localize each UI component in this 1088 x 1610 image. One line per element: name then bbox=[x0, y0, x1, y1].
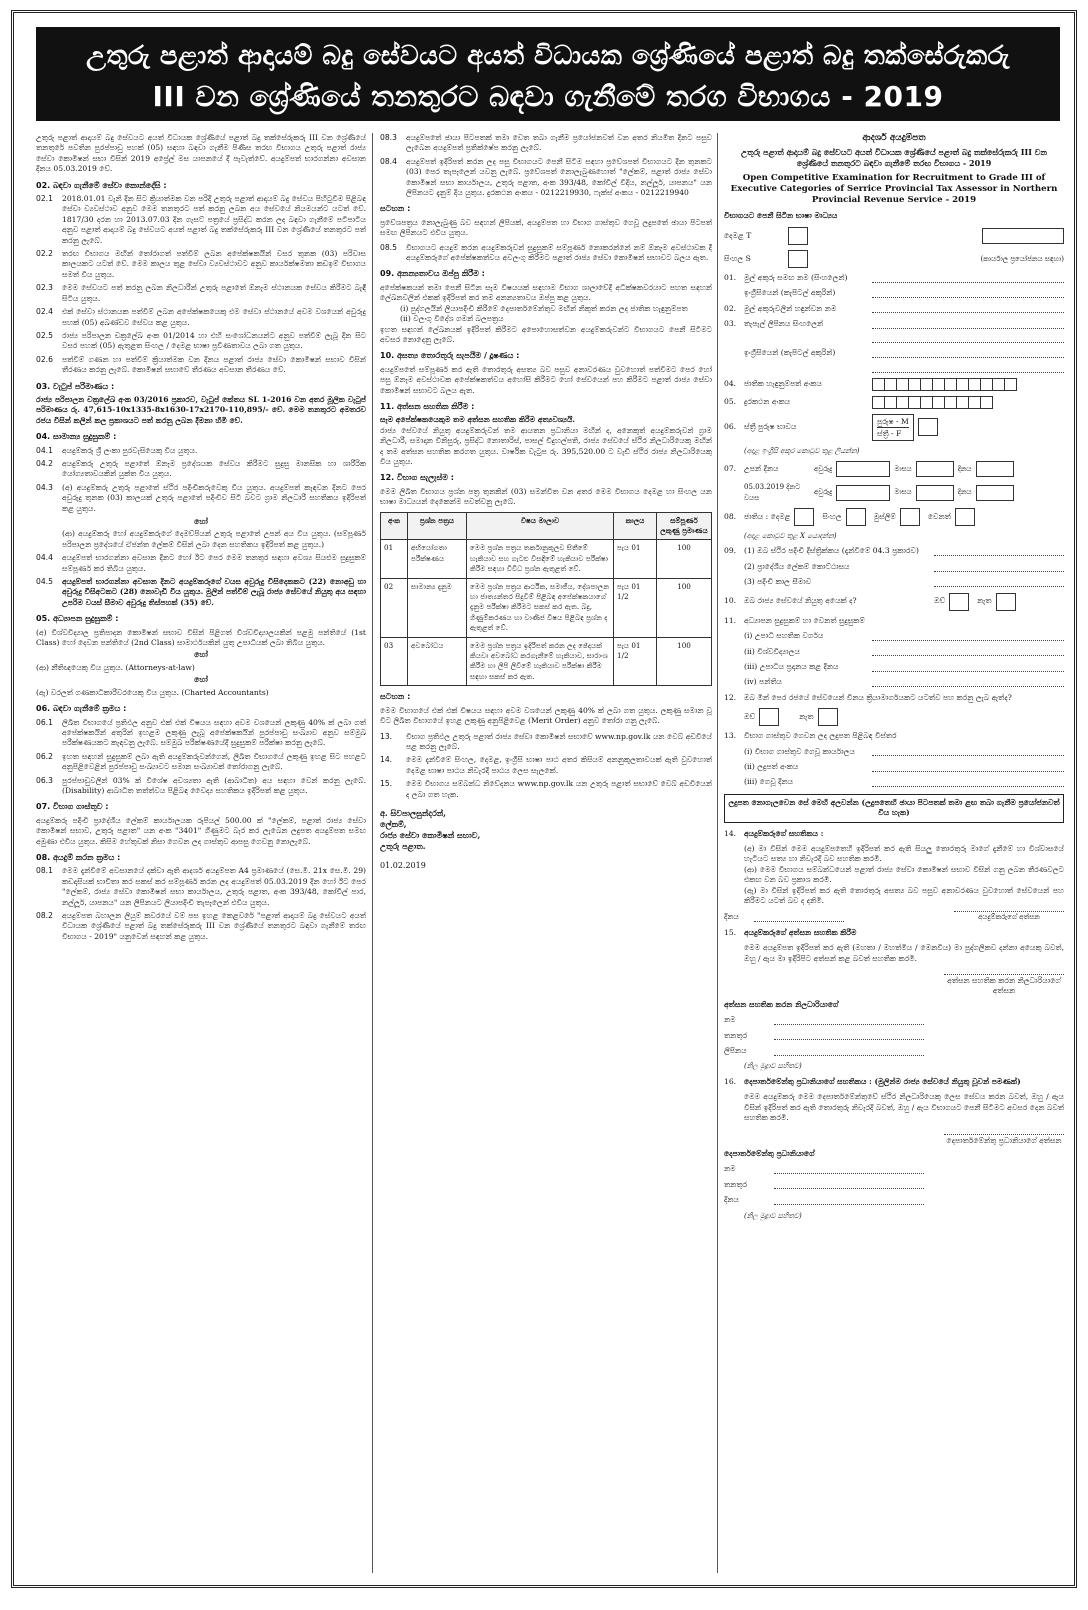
section-heading: 09. අනන්‍යතාවය ඔප්පු කිරීම : bbox=[380, 269, 485, 279]
section-heading: 07. විභාග ගාස්තුව : bbox=[36, 802, 109, 812]
signatory-title: ලේකම්, bbox=[380, 818, 407, 829]
declaration-a: (අ) මා විසින් මෙම අයදුම්පතෙහි ඉදිරිපත් කර ඇති සියලු තොරතුරු මාගේ දැනීමේ හා විශ්වාසයේ හැටියට සත්‍ය හා නිවැරදි බව සහතික කරමි. bbox=[744, 843, 1064, 864]
clause: 04.3 (අ) අයදුම්කරු උතුරු පළාතේ ස්ථිර පදිංචිකරුවෙකු විය යුතුය. අයදුම්පත් කැඳවන දිනට පෙර අවුරුදු තුනක (03) කාලයක් උතුරු පළාතේ පදිංචිව සිටි බවට ග්‍රාම නිලධාරී සහතිකය ඉදිරිපත් කළ යුතුය. bbox=[36, 482, 366, 513]
declaration-date-input[interactable] bbox=[754, 913, 844, 922]
form-field: (iii) උපාධිය ප්‍රදානය කළ දිනය bbox=[724, 662, 1064, 672]
form-field: 13. විභාග ගාස්තුව ගෙවන ලද ලදුපත පිළිබඳ විස්තර bbox=[724, 731, 897, 741]
dob-day-input[interactable] bbox=[976, 461, 1014, 477]
form-field: (iv) පන්තිය bbox=[724, 677, 1064, 687]
intro-paragraph: උතුරු පළාත් ආදායම් බදු සේවයට අයත් විධායක ශ්‍රේණියේ පළාත් බදු තක්සේරුකරු III වන ශ්‍රේණියේ තනතුරේ පවතින පුරප්පාඩු පහක් (05) සඳහා බඳවා ගැනීම පිණිස තරඟ විභාගය උතුරු පළාත් රාජ්‍ය සේවා කොමිෂන් සභා විසින් 2019 අප්‍රේල් මස යාපනයේ දී පැවැත්වේ. අයදුම්පත් භාරගන්නා අවසාන දිනය 05.03.2019 වේ. bbox=[36, 133, 366, 174]
note-heading: සටහන : bbox=[380, 204, 411, 214]
form-note: (අදාළ ඉංග්‍රීසි අකුර කොටුව තුළ ලියන්න) bbox=[744, 446, 860, 455]
table-row: 03 අවබෝධය මෙම ප්‍රශ්න පත්‍රය ඉදිරිපත් කරන ලද ඡේදයක් කියවා අවබෝධ කරගැනීමේ හැකියාව, සාරාංශ කිරීම හා ලිපි ලිවීමේ හැකියාව පරීක්ෂා කිරීම සඳහා සකස් කර ඇත. පැය 01 1/2 100 bbox=[381, 637, 712, 686]
form-field: 06. ස්ත්‍රී පුරුෂ භාවය පුරුෂ - M ස්ත්‍රී - F bbox=[724, 414, 1064, 441]
race-sinhala-checkbox[interactable] bbox=[846, 508, 866, 526]
notice-date: 01.02.2019 bbox=[380, 860, 426, 870]
column-divider bbox=[717, 133, 718, 1573]
signature-cert-heading: සෑම අපේක්ෂකයෙකුම තම අත්සන සහතික කිරීම අත්‍යවශ්‍යයි. bbox=[380, 415, 576, 425]
note-text: ප්‍රවේශපත්‍රය නොලැබුණු බව සඳහන් ලිපියක්, අයදුම්පත හා විභාග ගාස්තුව ගෙවූ ලදුපතේ ඡායා පිටපත් සමඟ ලිපිනයට එවිය යුතුය. bbox=[380, 217, 712, 238]
head-cert-paragraph: මෙම අයදුම්කරු මෙම දෙපාර්තමේන්තුවේ ස්ථිර නිලධාරියෙකු ලෙස සේවය කරන බවත්, ඔහු / ඇය විසින් ඉදිරිපත් කර ඇති තොරතුරු නිවැරදි බවත්, ඔහු / ඇය විභාගයට පෙනී සිටීමට අවසර දෙන බවත් සහතික කරමි. bbox=[744, 1092, 1064, 1123]
form-field: නම bbox=[724, 1164, 1064, 1174]
form-note: (නිල මුද්‍රාව සහිතව) bbox=[744, 1211, 802, 1220]
clause: 08.5 විභාගයට අයදුම් කරන අයදුම්කරුවන් සුදුසුකම් සම්පූර්ණ නොකරන්නේ නම් ඕනෑම අවස්ථාවක දී අයදුම්කරුගේ අපේක්ෂකත්වය අවලංගු කිරීමට පළාත් රාජ්‍ය සේවා කොමිෂන් සභාවට බලය ඇත. bbox=[380, 242, 712, 263]
head-designation-input[interactable] bbox=[774, 1180, 924, 1189]
cert-signature-line[interactable]: අත්සන සහතික කරන නිලධාරියාගේ අත්සන bbox=[724, 974, 1064, 997]
form-field: 03. තැපැල් ලිපිනය සිංහලෙන් bbox=[724, 319, 1064, 329]
signature-cert-paragraph: රාජ්‍ය සේවයේ නියුතු අයදුම්කරුවන් තම ආයතන ප්‍රධානියා මඟින් ද, අනෙකුත් අයදුම්කරුවන් ග්‍රාම නිලධාරී, සමාදාන විනිසුරු, ප්‍රසිද්ධ නොතාරිස්, පාසල් විදුහල්පති, රාජ්‍ය සේවයේ ස්ථිර නිලධාරියෙකු මඟින් ද තම අත්සන සහතික කරගත යුතුය. වාර්ෂික වැටුප රු. 395,520.00 ට වැඩි ස්ථිර රාජ්‍ය නිලධාරියෙකු විය යුතුය. bbox=[380, 425, 712, 466]
form-field: (3) පදිංචි කාල සීමාව bbox=[724, 577, 1064, 587]
signatory-title: උතුරු පළාත. bbox=[380, 840, 426, 851]
class-input[interactable] bbox=[872, 678, 1064, 687]
head-name-input[interactable] bbox=[774, 1165, 924, 1174]
form-field: තනතුර bbox=[724, 1180, 1064, 1190]
clause: 02.4 එක් සේවා ස්ථානයක පත්වීම් ලබන අපේක්ෂකයෙකු එම සේවා ස්ථානයේ අවම වශයෙන් අවුරුදු පහක් (05) අඛණ්ඩව සේවය කළ යුතුය. bbox=[36, 307, 366, 327]
or-separator: හෝ bbox=[194, 650, 208, 660]
declaration-c: (ඇ) මා විසින් ඉදිරිපත් කර ඇති තොරතුරු අසත්‍ය බව පසුව අනාවරණය වුවහොත් සේවයෙන් පහ කිරීමට යටත් බව ද දනිමි. bbox=[744, 885, 1064, 905]
address-si-input-2[interactable] bbox=[872, 334, 1064, 343]
table-header-cell: කාලය bbox=[614, 512, 657, 540]
form-field: ඔව් නැත bbox=[724, 708, 1064, 726]
form-subtitle-si: උතුරු පළාත් ආදායම් බදු සේවයට අයත් විධායක ශ්‍රේණියේ පළාත් බදු තක්සේරුකරු III වන ශ්‍රේණියේ තනතුරට බඳවා ගැනීමේ තරඟ විභාගය - 2019 bbox=[740, 147, 1048, 168]
column-divider bbox=[372, 133, 373, 1573]
form-field: (i) විභාග ගාස්තුව ගෙවූ කාර්යාලය bbox=[724, 747, 1064, 757]
clause: 06.3 පුරප්පාඩුවලින් 03% ක් විශේෂ අවශ්‍යතා ඇති (ආබාධිත) අය සඳහා වෙන් කරනු ලැබේ. (Disability) ආබාධිත තත්ත්වය පිළිබඳ වෛද්‍ය සහතිකය ඉදිරිපත් කළ යුතුය. bbox=[36, 775, 366, 795]
medium-sinhala-checkbox[interactable] bbox=[788, 250, 808, 268]
officer-address-input[interactable] bbox=[774, 1047, 924, 1056]
identity-paragraph: අපේක්ෂකයන් තමා පෙනී සිටින සෑම විෂයයක් සඳහාම විභාග ශාලාවේදී අධීක්ෂකවරයාට පහත සඳහන් ලේඛනවලින් එකක් ඉදිරිපත් කර තම අනන්‍යතාවය ඔප්පු කළ යුතුය. bbox=[380, 282, 712, 303]
table-row: 02 සාමාන්‍ය දැනුම මෙම ප්‍රශ්න පත්‍රය ආර්ථික, සමාජීය, දේශපාලන හා ජාත්‍යන්තර සිදුවීම් පිළිබඳ අපේක්ෂකයාගේ දැනුම පරීක්ෂා කිරීමට සකස් කර ඇත. බදු, ගිණුම්කරණය හා වාණිජ විෂය පිළිබඳ ප්‍රශ්න ද ඇතුළත් වේ. පැය 01 1/2 100 bbox=[381, 578, 712, 637]
banner-title-line1: උතුරු පළාත් ආදායම් බදු සේවයට අයත් විධායක ශ්‍රේණියේ පළාත් බදු තක්සේරුකරු bbox=[86, 41, 1010, 71]
form-field: (2) ප්‍රාදේශීය ලේකම් කොට්ඨාසය bbox=[724, 562, 1064, 572]
clause: 02.3 මෙම සේවයට පත් කරනු ලබන නිලධාරීන් උතුරු පළාතේ ඕනෑම ස්ථානයක සේවය කිරීමට බැඳී සිටිය යුතුය. bbox=[36, 283, 366, 303]
clause: 04.4 අයදුම්පත් භාරගන්නා අවසාන දිනට හෝ ඊට පෙර මෙම තනතුර සඳහා අවශ්‍ය සියළුම සුදුසුකම් සම්පූර්ණ කර තිබිය යුතුය. bbox=[36, 553, 366, 573]
column-2 bbox=[380, 133, 712, 1581]
section-heading: 10. අසත්‍ය තොරතුරු සැපයීම / දූෂණය : bbox=[380, 351, 520, 361]
form-field: 07. උපන් දිනය අවුරුදු මාසය දිනය bbox=[724, 461, 1064, 477]
or-separator: හෝ bbox=[194, 517, 208, 526]
form-field: 08. ජාතිය : දෙමළ සිංහල මුස්ලිම් වෙනත් bbox=[724, 508, 1064, 526]
education-a: (අ) විශ්වවිද්‍යාල ප්‍රතිපාදන කොමිෂන් සභාව විසින් පිළිගත් විශ්වවිද්‍යාලයකින් පළමු පන්තියේ (1st Class) හෝ දෙවන පන්තියේ (2nd Class) සාමාර්ථයකින් යුතු උපාධියක් ලබා තිබිය යුතුය. bbox=[36, 627, 366, 648]
gender-input-box[interactable] bbox=[918, 418, 938, 436]
form-subtitle-en: Open Competitive Examination for Recruitment to Grade III of Executive Categories of Serrice Provincial Tax Assessor in Northern Provincial Revenue Service - 2019 bbox=[730, 173, 1058, 206]
clause: 02.2 තරඟ විභාගය මඟින් තෝරාගත් පත්වීම් ලබන අපේක්ෂකයින් වසර තුනක (03) පරිවාස කාලයකට යටත් වේ. මෙම කාලය තුළ සේවා ව්‍යවස්ථාවට අනුව කාර්යක්ෂමතා කඩඉම් විභාගය සමත් විය යුතුය. bbox=[36, 249, 366, 279]
table-row: 01 අභියෝගතා පරීක්ෂණය මෙම ප්‍රශ්න පත්‍රය තර්කානුකූලව සිතීමේ හැකියාව සහ ගැටළු විසඳීමේ හැකියාව පරීක්ෂා කිරීම සඳහා විවිධ ප්‍රශ්න ඇතුළත් වේ. පැය 01 100 bbox=[381, 540, 712, 578]
section-heading: 06. බඳවා ගැනීමේ ක්‍රමය : bbox=[36, 704, 127, 714]
table-header-cell: ප්‍රශ්න පත්‍රය bbox=[408, 512, 467, 540]
section-heading: 12. විභාග සැලැස්ම : bbox=[380, 473, 454, 483]
name-en-input[interactable] bbox=[872, 289, 1064, 298]
degree-type-input[interactable] bbox=[872, 632, 1064, 641]
section-heading: 11. අත්සන සහතික කිරීම : bbox=[380, 401, 475, 411]
form-field: නම bbox=[724, 1015, 1064, 1025]
clause: 08.2 අයදුම්පත බහාලන ලියුම් කවරයේ වම් පස ඉහළ කෙළවරේ "පළාත් ආදායම් බදු සේවයට අයත් විධායක ශ්‍රේණියේ පළාත් බදු තක්සේරුකරු III වන ශ්‍රේණියේ තනතුරට බඳවා ගැනීමේ තරඟ විභාගය - 2019" යනුවෙන් සඳහන් කළ යුතුය. bbox=[36, 911, 366, 941]
section-heading: 08. අයදුම් කරන ක්‍රමය : bbox=[36, 852, 121, 862]
medium-sinhala-row: සිංහල S (කාර්යාල ප්‍රයෝජනය සඳහා) bbox=[724, 250, 1064, 268]
false-info-paragraph: අයදුම්පතේ සම්පූර්ණ කර ඇති තොරතුරු අසත්‍ය බව පසුව අනාවරණය වුවහොත් පත්වීමට පෙර හෝ පසු ඕනෑම අවස්ථාවක අපේක්ෂකත්වය අහෝසි කිරීමට හෝ සේවයෙන් පහ කිරීමට පළාත් රාජ්‍ය සේවා කොමිෂන් සභාවට බලය ඇත. bbox=[380, 364, 712, 395]
form-field: තනතුර bbox=[724, 1031, 1064, 1041]
age-year-input[interactable] bbox=[836, 485, 890, 501]
form-field: (ii) ලදුපත් අංකය bbox=[724, 762, 1064, 772]
banner-title-line2: III වන ශ්‍රේණියේ තනතුරට බඳවා ගැනීමේ තරග විභාගය - 2019 bbox=[152, 80, 944, 113]
name-si-input[interactable] bbox=[872, 274, 1064, 283]
paid-date-input[interactable] bbox=[872, 778, 1064, 787]
officer-designation-input[interactable] bbox=[774, 1031, 924, 1040]
clause: 04.1 අයදුම්කරු ශ්‍රී ලංකා පුරවැසියෙකු විය යුතුය. bbox=[36, 445, 198, 455]
head-signature-line[interactable]: දෙපාර්තමේන්තු ප්‍රධානියාගේ අත්සන bbox=[724, 1134, 1064, 1146]
govt-no-checkbox[interactable] bbox=[996, 593, 1016, 611]
clause: 02.5 රාජ්‍ය පරිපාලන චක්‍රලේඛ අංක 01/2014 හා එහි සංශෝධනයන්ට අනුව පත්වීම් ලැබූ දින සිට වසර පහක් (05) ඇතුළත සිංහල / දෙමළ භාෂා ප්‍රවීණතාවය ලබා ගත යුතුය. bbox=[36, 330, 366, 351]
clause: 14. මෙම දැන්වීමේ සිංහල, දෙමළ, ඉංග්‍රීසි භාෂා පාඨ අතර කිසියම් අනනුකූලතාවයක් ඇති වුවහොත් දෙමළ භාෂා පාඨය නිවැරදි පාඨය ලෙස සැලකේ. bbox=[380, 755, 712, 775]
application-form bbox=[724, 133, 1064, 1581]
section-heading: 02. බඳවා ගැනීමේ සේවා කොන්දේසි : bbox=[36, 180, 167, 190]
degree-date-input[interactable] bbox=[872, 663, 1064, 672]
initials-name-input[interactable] bbox=[872, 304, 1064, 313]
form-field: ඉංග්‍රීසියෙන් (කැපිටල් අකුරින්) bbox=[724, 288, 1064, 298]
form-field: 04. ජාතික හැඳුනුම්පත් අංකය bbox=[724, 378, 1064, 391]
page bbox=[11, 10, 1077, 1588]
medium-tamil-checkbox[interactable] bbox=[788, 227, 808, 245]
race-muslim-checkbox[interactable] bbox=[900, 508, 920, 526]
cert-paragraph: මෙම අයදුම්පත ඉදිරිපත් කර ඇති (මහතා / මහත්මිය / මෙනවිය) මා පුද්ගලිකව දන්නා අයෙකු බවත්, ඔහු / ඇය මා ඉදිරිපිට අත්සන් කළ බවත් සහතික කරමි. bbox=[744, 943, 1064, 963]
form-field: 09. (1) ඔබ ස්ථිර පදිංචි දිස්ත්‍රික්කය (දැන්වීමේ 04.3 ප්‍රකාරව) bbox=[724, 546, 1064, 556]
table-header-row bbox=[381, 512, 712, 540]
age-month-input[interactable] bbox=[916, 485, 954, 501]
clause: 06.2 ඉහත සඳහන් සුදුසුකම් ලබා ඇති අයදුම්කරුවන්ගෙන්, ලිඛිත විභාගයේ ලකුණු ඉහළ සිට පහළට අනුපිළිවෙළින් පුරප්පාඩු සංඛ්‍යාවට සමාන සංඛ්‍යාවක් තෝරාගනු ලැබේ. bbox=[36, 751, 366, 772]
table-header-cell: විෂය මාලාව bbox=[467, 512, 614, 540]
form-field: 01. මුල් අකුරු සමඟ නම (සිංහලෙන්) bbox=[724, 273, 1064, 283]
salary-paragraph: රාජ්‍ය පරිපාලන චක්‍රලේඛ අංක 03/2016 ප්‍රකාරව, වැටුප් කේතය SL 1-2016 වන අතර මූලික වැටුප් පරිමාණය රු. 47,615-10x1335-8x1630-17x2170-110,895/- වේ. මෙම තනතුරට අමතරව රජය විසින් කලින් කල ප්‍රකාශයට පත් කරනු ලබන දීමනා හිමි වේ. bbox=[36, 394, 366, 425]
identity-doc-1: (i) පුද්ගලයින් ලියාපදිංචි කිරීමේ දෙපාර්තමේන්තුව මඟින් නිකුත් කරන ලද ජාතික හැඳුනුම්පත bbox=[400, 303, 688, 313]
education-b: (ආ) නීතිඥයෙකු විය යුතුය. (Attorneys-at-law) bbox=[36, 662, 195, 672]
form-field: 16. දෙපාර්තමේන්තු ප්‍රධානියාගේ සහතිකය : (මුලින්ම රාජ්‍ය සේවයේ නියුතු වූවන් පමණක්) bbox=[724, 1076, 1021, 1086]
head-date-input[interactable] bbox=[774, 1196, 924, 1205]
form-note: (නිල මුද්‍රාව සහිතව) bbox=[744, 1062, 802, 1071]
govt-yes-checkbox[interactable] bbox=[949, 593, 969, 611]
form-field: 12. ඔබ මින් පෙර රජයේ සේවයෙන් විනය ක්‍රියාමාර්ගයකට යටත්ව පහ කරනු ලැබ ඇත්ද? bbox=[724, 692, 1012, 702]
dismissed-no-checkbox[interactable] bbox=[818, 708, 838, 726]
dob-year-input[interactable] bbox=[836, 461, 890, 477]
form-field: ලිපිනය bbox=[724, 1046, 1064, 1056]
clause: 08.3 අයදුම්පතේ ඡායා පිටපතක් තමා වෙත තබා ගැනීම ප්‍රයෝජනවත් වන අතර නියමිත දිනට පසුව ලැබෙන අයදුම්පත් ප්‍රතික්ෂේප කරනු ලැබේ. bbox=[380, 133, 712, 153]
signatory-title: රාජ්‍ය සේවා කොමිෂන් සභාව, bbox=[380, 829, 481, 840]
or-separator: හෝ bbox=[194, 675, 208, 685]
exam-plan-paragraph: මෙම ලිඛිත විභාගය ප්‍රශ්න පත්‍ර තුනකින් (03) සමන්විත වන අතර මෙම විභාගය දෙමළ හා සිංහල යන භාෂා මාධ්‍යයන් දෙකෙන්ම පවත්වනු ලැබේ. bbox=[380, 486, 712, 507]
form-field: (i) උපාධි සහතික වර්ගය bbox=[724, 631, 1064, 641]
address-en-input-2[interactable] bbox=[872, 364, 1064, 373]
clause: 15. මෙම විභාගය සම්බන්ධ නිවේදනය www.np.gov.lk යන උතුරු පළාත් සභාවේ වෙබ් අඩවියෙන් ද ලබා ගත හැක. bbox=[380, 779, 712, 799]
form-field: (iii) ගෙවූ දිනය bbox=[724, 777, 1064, 787]
form-field bbox=[724, 364, 1064, 373]
receipt-number-input[interactable] bbox=[872, 763, 1064, 772]
form-note: (අදාළ කොටුව තුළ X යොදන්න) bbox=[744, 532, 837, 541]
ds-division-input[interactable] bbox=[934, 563, 1064, 572]
form-field: 05. දුරකථන අංකය bbox=[724, 396, 1064, 409]
clause: 08.1 මෙම දැන්වීමේ අවසානයේ දක්වා ඇති ආදර්ශ අයදුම්පත A4 ප්‍රමාණයේ (සෙ.මී. 21x සෙ.මී. 29) කඩදාසියක් භාවිතා කර සකස් කර සම්පූර්ණ කරන ලද අයදුම්පත් 05.03.2019 දින හෝ ඊට පෙර "ලේකම්, රාජ්‍ය සේවා කොමිෂන් සභා කාර්යාලය, උතුරු පළාත, අංක 393/48, කෝවිල් පාර, නල්ලූර්, යාපනය" යන ලිපිනයට ලියාපදිංචි තැපෑලෙන් එවිය යුතුය. bbox=[36, 866, 366, 907]
exam-subjects-table bbox=[380, 512, 712, 687]
form-field: 15. අයදුම්කරුගේ අත්සන සහතික කිරීම bbox=[724, 927, 857, 937]
medium-tamil-row: දෙමළ T bbox=[724, 227, 1064, 245]
receipt-paste-box[interactable]: ලදුපත නොගැලවෙන සේ මෙහි අලවන්න (ලදුපතෙහි ඡායා පිටපතක් තමා ළඟ තබා ගැනීම ප්‍රයෝජනවත් විය හැක) bbox=[724, 794, 1064, 823]
identity-note: ඉහත සඳහන් ලේඛනයක් ඉදිරිපත් කිරීමට අපොහොසත්වන අයදුම්කරුවන්ට විභාගයට පෙනී සිටීමට අවසර නොදෙනු ලැබේ. bbox=[380, 324, 712, 344]
table-header-cell: සම්පූර්ණ ලකුණු ප්‍රමාණය bbox=[657, 512, 712, 540]
form-field: 14. අයදුම්කරුගේ සහතිකය : bbox=[724, 828, 824, 838]
clause: 06.1 ලිඛිත විභාගයේ ප්‍රතිඵල අනුව එක් එක් විෂයය සඳහා අවම වශයෙන් ලකුණු 40% ක් ලබා ගත් අපේක්ෂකයින් අතුරින් ඉහළම ලකුණු ලැබූ අපේක්ෂකයින් පුරප්පාඩු සංඛ්‍යාව අනුව සම්මුඛ පරීක්ෂණයකට කැඳවනු ලැබේ. සම්මුඛ පරීක්ෂණයේදී සුදුසුකම් පරීක්ෂා කරනු ලැබේ. bbox=[36, 717, 366, 748]
office-use-box[interactable] bbox=[982, 228, 1064, 244]
dismissed-yes-checkbox[interactable] bbox=[759, 708, 779, 726]
applicant-signature-line[interactable]: අයදුම්කරුගේ අත්සන bbox=[954, 911, 1064, 922]
signature-block bbox=[380, 808, 712, 871]
signatory-name: අ. සිවපාලසුන්දරන්, bbox=[380, 807, 447, 818]
race-tamil-checkbox[interactable] bbox=[794, 508, 814, 526]
residence-period-input[interactable] bbox=[934, 578, 1064, 587]
form-field: 10. ඔබ රාජ්‍ය සේවයේ නියුතු අයෙක් ද? ඔව් නැත bbox=[724, 593, 1064, 611]
title-banner bbox=[36, 27, 1060, 121]
form-field: දිනය bbox=[724, 1195, 1064, 1205]
form-title: ආදර්ශ අයදුම්පත bbox=[862, 133, 926, 143]
clause: 13. විභාග ප්‍රතිඵල උතුරු පළාත් රාජ්‍ය සේවා කොමිෂන් සභාවේ www.np.gov.lk යන වෙබ් අඩවියේ පළ කරනු ලැබේ. bbox=[380, 731, 712, 751]
form-field: 11. අධ්‍යාපන සුදුසුකම් හා වෙනත් සුදුසුකම් bbox=[724, 615, 865, 625]
address-si-input[interactable] bbox=[872, 320, 1064, 329]
clause: 02.1 2018.01.01 වැනි දින සිට ක්‍රියාත්මක වන පරිදි උතුරු පළාත් ආදායම් බදු සේවය පිහිටුවීම පිළිබඳ සේවා ව්‍යවස්ථාව අනුව මෙම තනතුරට පත් කරනු ලබන අය සේවයේ නියමයන්ට යටත් වේ. 1817/30 දරන හා 2013.07.03 දින ගැසට් පත්‍රයේ ප්‍රසිද්ධ කරන ලද බඳවා ගැනීමේ පටිපාටිය අනුව පළාත් ආදායම් බදු සේවයට අයත් පළාත් බදු තක්සේරුකරු III වන ශ්‍රේණියේ තනතුරට පත් කරනු ලැබේ. bbox=[36, 194, 366, 245]
form-field: ඉංග්‍රීසියෙන් (කැපිටල් අකුරින්) bbox=[724, 348, 1064, 358]
fee-office-input[interactable] bbox=[872, 747, 1064, 756]
form-field: (ii) විශ්වවිද්‍යාලය bbox=[724, 647, 1064, 657]
clause: 04.2 අයදුම්කරු උතුරු පළාතේ ඕනෑම ප්‍රදේශයක සේවය කිරීමට සුදුසු මානසික හා ශාරීරික යෝග්‍යතාවයකින් යුක්ත විය යුතුය. bbox=[36, 458, 366, 479]
clause: (ආ) අයදුම්කරු හෝ අයදුම්කරුගේ දෙමව්පියන් උතුරු පළාතේ උපන් අය විය යුතුය. (සම්පූර්ණ පරිපාලන ප්‍රදේශයේ ඒජන්ත ලේකම් විසින් ලබා දෙන සහතිකය ඉදිරිපත් කළ යුතුය.) bbox=[62, 529, 366, 549]
dob-month-input[interactable] bbox=[916, 461, 954, 477]
university-input[interactable] bbox=[872, 647, 1064, 656]
section-heading: 05. අධ්‍යාපන සුදුසුකම් : bbox=[36, 614, 119, 624]
fee-paragraph: අයදුම්කරු පදිංචි ප්‍රාදේශීය ලේකම් කාර්යාලයක රුපියල් 500.00 ක් "ලේකම්, පළාත් රාජ්‍ය සේවා කොමිෂන් සභාව, උතුරු පළාත" යන අංක "3401" ගිණුමට බැර කර ලැබෙන ලදුපත අයදුම්පත සමඟ අමුණා එවිය යුතුය. කිසිම හේතුවක් නිසා ගෙවන ලද ගාස්තුව ආපසු ගෙවනු නොලැබේ. bbox=[36, 815, 366, 846]
nic-input-boxes[interactable] bbox=[872, 378, 1016, 391]
officer-name-input[interactable] bbox=[774, 1016, 924, 1025]
address-en-input[interactable] bbox=[872, 349, 1064, 358]
section-heading: 04. සාමාන්‍ය සුදුසුකම් : bbox=[36, 432, 117, 442]
head-heading: දෙපාර්තමේන්තු ප්‍රධානියාගේ bbox=[724, 1148, 815, 1158]
race-other-checkbox[interactable] bbox=[955, 508, 975, 526]
age-day-input[interactable] bbox=[976, 485, 1014, 501]
officer-heading: අත්සන සහතික කරන නිලධාරියාගේ bbox=[724, 999, 839, 1009]
table-note: මෙම විභාගයේ එක් එක් විෂයය සඳහා අවම වශයෙන් ලකුණු 40% ක් ලබා ගත යුතුය. ලකුණු සමාන වූ විට ලිඛිත විභාගයේ ඉහළ ලකුණු අනුපිළිවෙළ (Merit Order) අනුව තෝරා ගනු ලැබේ. bbox=[380, 705, 712, 726]
section-heading: 03. වැටුප් පරිමාණය : bbox=[36, 381, 115, 391]
form-field: 02. මුල් අකුරුවලින් හඳුන්වන නම bbox=[724, 304, 1064, 314]
identity-doc-2: (ii) වලංගු විදේශ ගමන් බලපත්‍රය bbox=[400, 314, 504, 324]
education-c: (ඇ) වරලත් ගණකාධිකාරීවරයෙකු විය යුතුය. (Charted Accountants) bbox=[36, 687, 269, 697]
medium-label: විභාගයට පෙනී සිටින භාෂා මාධ්‍යය bbox=[724, 211, 838, 221]
form-field bbox=[724, 334, 1064, 343]
note-heading: සටහන : bbox=[380, 692, 411, 702]
form-field: 05.03.2019 දිනට වයස අවුරුදු මාසය දිනය bbox=[724, 482, 1064, 503]
column-1 bbox=[36, 133, 366, 1581]
clause: 02.6 පත්වීම් ගණන හා පත්වීම් ක්‍රියාත්මක වන දිනය පළාත් රාජ්‍ය සේවා කොමිෂන් සභාව විසින් තීරණය කරනු ලැබේ. කොමිෂන් සභාවේ තීරණය අවසාන තීරණය වේ. bbox=[36, 354, 366, 375]
phone-input-boxes[interactable] bbox=[872, 396, 992, 409]
table-header-cell: අංක bbox=[381, 512, 408, 540]
clause: 04.5 අයදුම්පත් භාරගන්නා අවසාන දිනට අයදුම්කරුගේ වයස අවුරුදු විසිදෙකකට (22) නොඅඩු හා අවුරුදු විසිඅටකට (28) නොවැඩි විය යුතුය. මුලින් පත්වීම් ලැබූ රාජ්‍ය සේවයේ නියුතු අය සඳහා උපරිම වයස් සීමාව අවුරුදු තිස්පහක් (35) වේ. bbox=[36, 577, 366, 607]
declaration-b: (ආ) මෙම විභාගය සම්බන්ධයෙන් පළාත් රාජ්‍ය සේවා කොමිෂන් සභාව විසින් ගනු ලබන තීරණවලට එකඟ වන බව ප්‍රකාශ කරමි. bbox=[744, 864, 1064, 885]
clause: 08.4 අයදුම්පත් ඉදිරිපත් කරන ලද පසු විභාගයට පෙනී සිටීම සඳහා ප්‍රවේශපත් විභාගයට දින තුනකට (03) පෙර තැපෑලෙන් යවනු ලැබේ. ප්‍රවේශපත් නොලැබුණහොත් "ලේකම්, පළාත් රාජ්‍ය සේවා කොමිෂන් සභා කාර්යාලය, උතුරු පළාත, අංක 393/48, කෝවිල් වීදිය, නල්ලූර්, යාපනය" යන ලිපිනයට දැනුම් දිය යුතුය. දුරකථන අංකය - 0212219930, ෆැක්ස් අංකය - 0212219940 bbox=[380, 156, 712, 198]
district-input[interactable] bbox=[934, 547, 1064, 556]
form-field: දිනය අයදුම්කරුගේ අත්සන bbox=[724, 911, 1064, 922]
